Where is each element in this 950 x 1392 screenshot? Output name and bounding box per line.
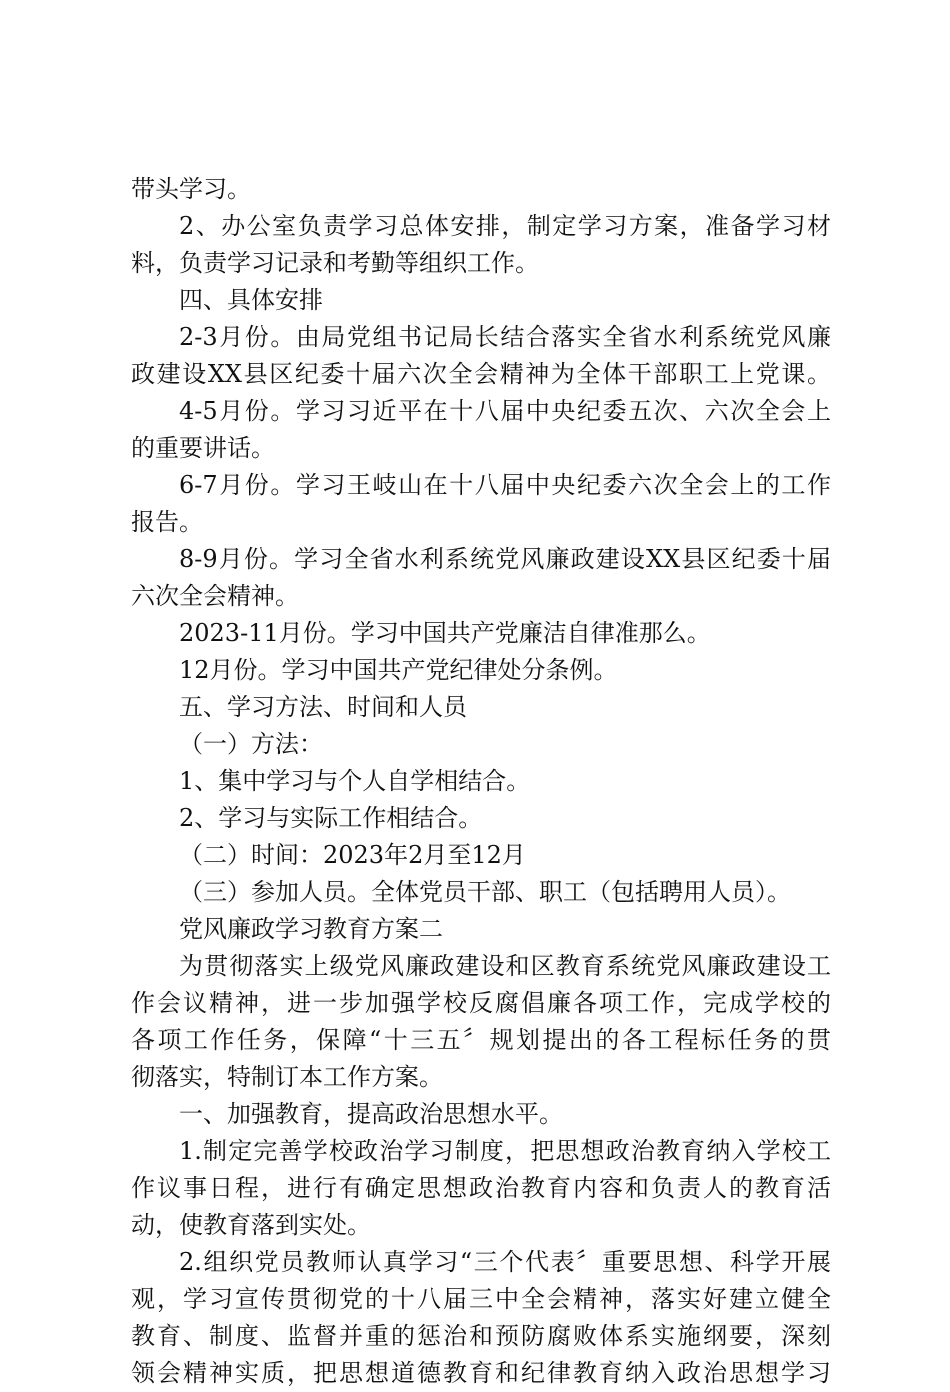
section-heading: 一、加强教育，提高政治思想水平。 (179, 1100, 563, 1128)
text-line: 观，学习宣传贯彻党的十八届三中全会精神，落实好建立健全 (131, 1285, 831, 1313)
text-line: 政建设XX县区纪委十届六次全会精神为全体干部职工上党课。 (131, 360, 831, 388)
text-line: 4-5月份。学习习近平在十八届中央纪委五次、六次全会上 (179, 397, 831, 425)
text-line: 料，负责学习记录和考勤等组织工作。 (131, 249, 539, 277)
text-line: 彻落实，特制订本工作方案。 (131, 1063, 443, 1091)
subsection-heading: （一）方法： (179, 730, 323, 758)
text-line: 作议事日程，进行有确定思想政治教育内容和负责人的教育活 (131, 1174, 831, 1202)
text-line: 六次全会精神。 (131, 582, 299, 610)
text-line: 为贯彻落实上级党风廉政建设和区教育系统党风廉政建设工 (179, 952, 831, 980)
text-line: 1、集中学习与个人自学相结合。 (179, 767, 531, 795)
subsection-heading: （二）时间：2023年2月至12月 (179, 841, 526, 869)
text-line: 2023-11月份。学习中国共产党廉洁自律准那么。 (179, 619, 711, 647)
text-line: 教育、制度、监督并重的惩治和预防腐败体系实施纲要，深刻 (131, 1322, 831, 1350)
text-line: 带头学习。 (131, 175, 251, 203)
text-line: 12月份。学习中国共产党纪律处分条例。 (179, 656, 618, 684)
text-line: 动，使教育落到实处。 (131, 1211, 371, 1239)
text-line: 2.组织党员教师认真学习“三个代表〞重要思想、科学开展 (179, 1248, 831, 1276)
text-line: 2、办公室负责学习总体安排，制定学习方案，准备学习材 (179, 212, 831, 240)
text-line: 2、学习与实际工作相结合。 (179, 804, 483, 832)
text-line: 作会议精神，进一步加强学校反腐倡廉各项工作，完成学校的 (131, 989, 831, 1017)
text-line: 的重要讲话。 (131, 434, 275, 462)
text-line: 2-3月份。由局党组书记局长结合落实全省水利系统党风廉 (179, 323, 831, 351)
document-title: 党风廉政学习教育方案二 (179, 915, 443, 943)
section-heading: 五、学习方法、时间和人员 (179, 693, 467, 721)
section-heading: 四、具体安排 (179, 286, 323, 314)
text-line: 各项工作任务，保障“十三五〞规划提出的各工程标任务的贯 (131, 1026, 831, 1054)
text-line: 领会精神实质，把思想道德教育和纪律教育纳入政治思想学习 (131, 1359, 831, 1387)
text-line: 6-7月份。学习王岐山在十八届中央纪委六次全会上的工作 (179, 471, 831, 499)
text-line: 1.制定完善学校政治学习制度，把思想政治教育纳入学校工 (179, 1137, 831, 1165)
document-body (131, 171, 831, 1392)
subsection-heading: （三）参加人员。全体党员干部、职工（包括聘用人员）。 (179, 878, 791, 906)
text-line: 报告。 (131, 508, 203, 536)
text-line: 8-9月份。学习全省水利系统党风廉政建设XX县区纪委十届 (179, 545, 831, 573)
